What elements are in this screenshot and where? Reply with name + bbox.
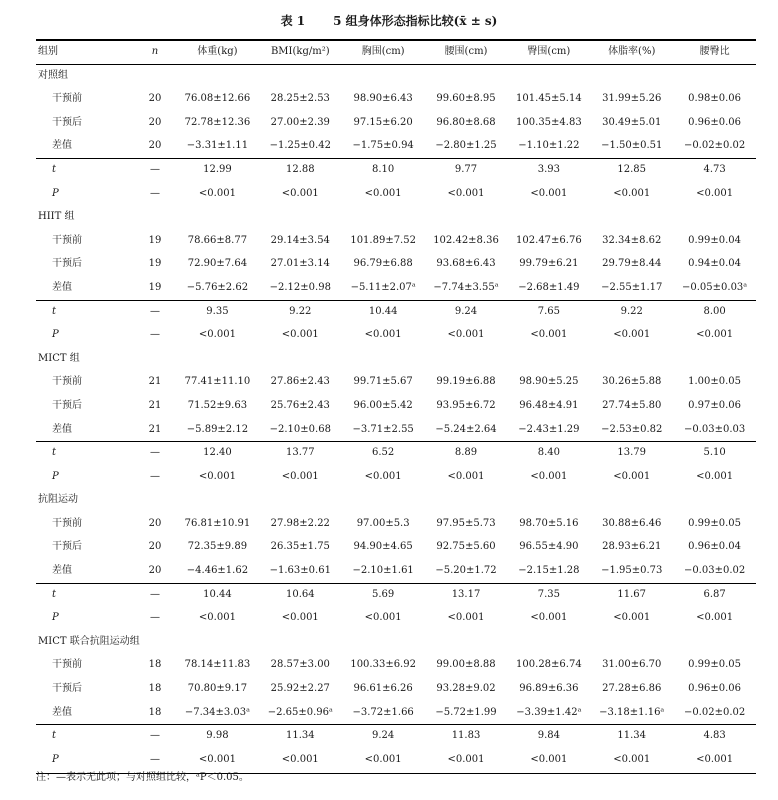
value-cell: −1.50±0.51 [601,140,663,152]
n-cell: 19 [148,258,162,270]
value-cell: 27.74±5.80 [602,399,662,411]
value-cell: 99.71±5.67 [353,376,413,388]
n-cell: — [150,730,160,742]
value-cell: −2.12±0.98 [269,281,331,293]
stat-row [36,158,756,182]
value-cell: 27.86±2.43 [270,376,330,388]
value-cell: 8.89 [454,447,478,459]
value-cell: 27.28±6.86 [602,683,662,695]
table-row [36,252,756,276]
stat-row [36,583,756,607]
n-cell: 21 [148,399,162,411]
value-cell: 4.83 [703,730,726,742]
table-row [36,418,756,442]
value-cell: −5.24±2.64 [435,423,497,435]
value-cell: 0.99±0.05 [688,659,742,671]
value-cell: 13.77 [285,447,315,459]
value-cell: 28.57±3.00 [270,659,330,671]
value-cell: 78.14±11.83 [184,659,251,671]
n-cell: 20 [148,116,162,128]
table-row [36,701,756,725]
value-cell: 96.89±6.36 [519,683,579,695]
data-table [36,40,756,771]
rule-line [36,300,756,301]
rule-line [36,64,756,65]
table-note: 注：—表示无此项；与对照组比较，ᵃP＜0.05。 [36,772,249,783]
value-cell: 93.95±6.72 [436,399,496,411]
value-cell: 29.14±3.54 [270,234,330,246]
value-cell: 9.98 [206,730,229,742]
stat-row [36,606,756,630]
value-cell: 77.41±11.10 [184,376,251,388]
value-cell: <0.001 [447,612,485,624]
value-cell: 0.96±0.04 [688,541,742,553]
value-cell: 8.40 [537,447,560,459]
row-label: 干预后 [52,541,82,553]
value-cell: 96.00±5.42 [353,399,413,411]
row-label: 干预后 [52,683,82,695]
value-cell: −3.31±1.11 [186,140,249,152]
value-cell: −0.02±0.02 [683,706,746,718]
value-cell: <0.001 [281,612,319,624]
value-cell: <0.001 [613,753,651,765]
n-cell: — [150,447,160,459]
value-cell: −4.46±1.62 [186,565,249,577]
row-label: t [52,730,57,742]
n-cell: 21 [148,423,162,435]
value-cell: <0.001 [447,470,485,482]
value-cell: 100.28±6.74 [516,659,582,671]
value-cell: 76.08±12.66 [184,93,251,105]
value-cell: 94.90±4.65 [353,541,413,553]
n-cell: 19 [148,234,162,246]
value-cell: <0.001 [696,612,734,624]
value-cell: 4.73 [703,163,726,175]
row-label: t [52,163,57,175]
row-label: P [52,329,59,341]
value-cell: 72.90±7.64 [187,258,248,270]
value-cell: <0.001 [696,470,734,482]
value-cell: 99.60±8.95 [436,93,496,105]
row-label: P [52,612,59,624]
row-label: 差值 [52,706,72,718]
value-cell: 0.97±0.06 [688,399,742,411]
value-cell: −2.80±1.25 [435,140,497,152]
row-label: 干预前 [52,659,82,671]
group-name: 对照组 [38,69,68,81]
header-cell: 胸围(cm) [361,46,405,57]
value-cell: <0.001 [364,470,402,482]
value-cell: 29.79±8.44 [602,258,662,270]
value-cell: <0.001 [613,187,651,199]
value-cell: 12.99 [203,163,232,175]
table-row [36,276,756,300]
value-cell: 9.77 [454,163,478,175]
value-cell: <0.001 [364,187,402,199]
value-cell: 11.34 [285,730,315,742]
value-cell: 93.28±9.02 [436,683,496,695]
value-cell: −3.71±2.55 [352,423,414,435]
value-cell: 11.83 [451,730,481,742]
row-label: P [52,187,59,199]
row-label: P [52,753,59,765]
value-cell: <0.001 [364,753,402,765]
value-cell: 30.88±6.46 [602,517,662,529]
table-body [36,64,756,772]
value-cell: 100.33±6.92 [350,659,416,671]
value-cell: −5.89±2.12 [186,423,249,435]
n-cell: 20 [148,565,162,577]
group-title-row [36,488,756,512]
value-cell: 5.10 [703,447,726,459]
value-cell: <0.001 [530,329,568,341]
value-cell: 97.00±5.3 [356,517,410,529]
row-label: 干预后 [52,258,82,270]
value-cell: −7.74±3.55ᵃ [433,281,499,293]
value-cell: 11.34 [617,730,647,742]
value-cell: 101.45±5.14 [516,93,582,105]
value-cell: −1.25±0.42 [269,140,331,152]
value-cell: 7.35 [537,588,560,600]
value-cell: 100.35±4.83 [516,116,582,128]
row-label: P [52,470,59,482]
row-label: 干预后 [52,399,82,411]
value-cell: 70.80±9.17 [187,683,248,695]
value-cell: 0.96±0.06 [688,683,742,695]
value-cell: 102.42±8.36 [433,234,499,246]
header-cell: 臀围(cm) [527,46,571,57]
value-cell: 1.00±0.05 [688,376,742,388]
value-cell: −0.03±0.03 [683,423,746,435]
n-cell: 21 [148,376,162,388]
value-cell: <0.001 [447,187,485,199]
value-cell: 93.68±6.43 [436,258,496,270]
row-label: t [52,447,57,459]
value-cell: <0.001 [281,470,319,482]
stat-row [36,441,756,465]
value-cell: 78.66±8.77 [187,234,248,246]
value-cell: 30.49±5.01 [602,116,662,128]
value-cell: 8.00 [703,305,726,317]
value-cell: <0.001 [447,329,485,341]
row-label: t [52,588,57,600]
n-cell: — [150,187,160,199]
group-name: HIIT 组 [38,211,75,223]
n-cell: — [150,612,160,624]
value-cell: 99.19±6.88 [436,376,496,388]
value-cell: 99.79±6.21 [519,258,579,270]
n-cell: — [150,588,160,600]
value-cell: 96.55±4.90 [519,541,579,553]
table-row [36,134,756,158]
value-cell: −2.10±0.68 [269,423,331,435]
row-label: 差值 [52,565,72,577]
value-cell: <0.001 [364,329,402,341]
n-cell: 18 [148,683,162,695]
header-cell: n [151,46,159,57]
n-cell: 20 [148,541,162,553]
table-row [36,677,756,701]
header-cell: 组别 [38,46,58,57]
value-cell: 10.64 [285,588,315,600]
row-label: 干预前 [52,93,82,105]
row-label: 干预前 [52,517,82,529]
value-cell: <0.001 [613,470,651,482]
header-row [36,40,756,64]
value-cell: −1.10±1.22 [518,140,580,152]
n-cell: — [150,470,160,482]
table-row [36,229,756,253]
value-cell: −2.65±0.96ᵃ [267,706,333,718]
group-name: 抗阻运动 [38,494,78,506]
value-cell: −1.75±0.94 [352,140,414,152]
table-row [36,653,756,677]
value-cell: 32.34±8.62 [602,234,662,246]
value-cell: 9.84 [537,730,560,742]
value-cell: 8.10 [372,163,395,175]
value-cell: 72.35±9.89 [187,541,248,553]
value-cell: <0.001 [198,187,236,199]
value-cell: −1.63±0.61 [269,565,331,577]
value-cell: <0.001 [281,187,319,199]
n-cell: 19 [148,281,162,293]
group-title-row [36,630,756,654]
header-cell: 腰臀比 [699,46,730,57]
stat-row [36,300,756,324]
table-row [36,559,756,583]
n-cell: 18 [148,659,162,671]
n-cell: — [150,305,160,317]
table-row [36,111,756,135]
rule-line [36,441,756,442]
value-cell: 0.94±0.04 [688,258,742,270]
value-cell: <0.001 [530,612,568,624]
stat-row [36,465,756,489]
value-cell: 12.40 [203,447,232,459]
value-cell: 97.95±5.73 [436,517,496,529]
group-name: MICT 组 [38,352,80,364]
value-cell: 96.80±8.68 [436,116,496,128]
n-cell: 20 [148,140,162,152]
rule-line [36,158,756,159]
value-cell: 30.26±5.88 [602,376,662,388]
value-cell: <0.001 [198,470,236,482]
table-caption [0,12,778,29]
group-title-row [36,205,756,229]
group-name: MICT 联合抗阻运动组 [38,635,140,647]
value-cell: 98.70±5.16 [519,517,579,529]
value-cell: <0.001 [613,329,651,341]
rule-line [36,724,756,725]
value-cell: <0.001 [696,187,734,199]
value-cell: 96.61±6.26 [353,683,413,695]
header-cell: BMI(kg/m²) [270,46,330,57]
row-label: t [52,305,57,317]
row-label: 差值 [52,140,72,152]
value-cell: <0.001 [530,470,568,482]
value-cell: 0.99±0.05 [688,517,742,529]
value-cell: 101.89±7.52 [350,234,416,246]
n-cell: 20 [148,93,162,105]
value-cell: 13.79 [617,447,647,459]
table-row [36,535,756,559]
value-cell: −0.03±0.02 [683,565,746,577]
value-cell: −2.15±1.28 [518,565,580,577]
value-cell: <0.001 [198,612,236,624]
value-cell: 28.25±2.53 [270,93,330,105]
value-cell: 9.22 [620,305,643,317]
value-cell: −5.20±1.72 [435,565,497,577]
value-cell: 27.00±2.39 [270,116,330,128]
group-title-row [36,347,756,371]
value-cell: 9.35 [206,305,229,317]
n-cell: — [150,753,160,765]
value-cell: 102.47±6.76 [516,234,582,246]
value-cell: 27.01±3.14 [270,258,330,270]
row-label: 干预后 [52,116,82,128]
stat-row [36,724,756,748]
value-cell: 98.90±6.43 [353,93,413,105]
value-cell: 31.99±5.26 [602,93,662,105]
value-cell: 96.79±6.88 [353,258,413,270]
table-label: 表 1 [280,14,306,28]
value-cell: <0.001 [696,329,734,341]
value-cell: −5.11±2.07ᵃ [350,281,416,293]
value-cell: 6.52 [372,447,395,459]
value-cell: 99.00±8.88 [436,659,496,671]
value-cell: −1.95±0.73 [601,565,663,577]
value-cell: −0.02±0.02 [683,140,746,152]
value-cell: 12.88 [285,163,315,175]
value-cell: −7.34±3.03ᵃ [184,706,250,718]
value-cell: <0.001 [530,753,568,765]
value-cell: −5.76±2.62 [186,281,249,293]
n-cell: — [150,329,160,341]
value-cell: 0.99±0.04 [688,234,742,246]
value-cell: 10.44 [368,305,398,317]
value-cell: 92.75±5.60 [436,541,496,553]
value-cell: <0.001 [281,329,319,341]
value-cell: 31.00±6.70 [602,659,662,671]
value-cell: 12.85 [617,163,647,175]
value-cell: −2.55±1.17 [601,281,663,293]
value-cell: −3.18±1.16ᵃ [599,706,665,718]
header-cell: 体脂率(%) [608,46,656,57]
value-cell: −5.72±1.99 [435,706,497,718]
value-cell: 27.98±2.22 [270,517,330,529]
value-cell: 7.65 [537,305,560,317]
value-cell: 96.48±4.91 [519,399,579,411]
table-row [36,370,756,394]
table-title: 5 组身体形态指标比较(x̄ ± s) [333,14,498,28]
value-cell: 97.15±6.20 [353,116,413,128]
header-cell: 体重(kg) [197,46,238,57]
n-cell: — [150,163,160,175]
stat-row [36,182,756,206]
value-cell: 9.24 [454,305,478,317]
value-cell: 26.35±1.75 [270,541,330,553]
value-cell: <0.001 [281,753,319,765]
n-cell: 18 [148,706,162,718]
value-cell: <0.001 [613,612,651,624]
value-cell: 0.98±0.06 [688,93,742,105]
value-cell: 5.69 [372,588,395,600]
value-cell: 25.92±2.27 [270,683,330,695]
header-cell: 腰围(cm) [444,46,488,57]
stat-row [36,323,756,347]
value-cell: 3.93 [537,163,560,175]
value-cell: −3.72±1.66 [352,706,414,718]
value-cell: −3.39±1.42ᵃ [516,706,582,718]
row-label: 干预前 [52,234,82,246]
value-cell: <0.001 [696,753,734,765]
table-row [36,512,756,536]
value-cell: <0.001 [364,612,402,624]
value-cell: 10.44 [203,588,232,600]
value-cell: 28.93±6.21 [602,541,662,553]
value-cell: −2.68±1.49 [518,281,580,293]
table-row [36,394,756,418]
value-cell: 76.81±10.91 [184,517,251,529]
row-label: 差值 [52,281,72,293]
value-cell: −2.43±1.29 [518,423,580,435]
value-cell: 72.78±12.36 [184,116,251,128]
value-cell: −2.53±0.82 [601,423,663,435]
value-cell: 13.17 [451,588,481,600]
value-cell: <0.001 [198,329,236,341]
value-cell: −2.10±1.61 [352,565,414,577]
rule-line [36,583,756,584]
value-cell: <0.001 [447,753,485,765]
row-label: 差值 [52,423,72,435]
n-cell: 20 [148,517,162,529]
value-cell: 98.90±5.25 [519,376,579,388]
value-cell: −0.05±0.03ᵃ [682,281,748,293]
value-cell: 11.67 [617,588,647,600]
value-cell: 6.87 [703,588,726,600]
value-cell: <0.001 [198,753,236,765]
value-cell: 0.96±0.06 [688,116,742,128]
value-cell: <0.001 [530,187,568,199]
row-label: 干预前 [52,376,82,388]
value-cell: 71.52±9.63 [187,399,248,411]
group-title-row [36,64,756,88]
value-cell: 25.76±2.43 [270,399,330,411]
value-cell: 9.22 [289,305,312,317]
table-row [36,87,756,111]
value-cell: 9.24 [372,730,395,742]
